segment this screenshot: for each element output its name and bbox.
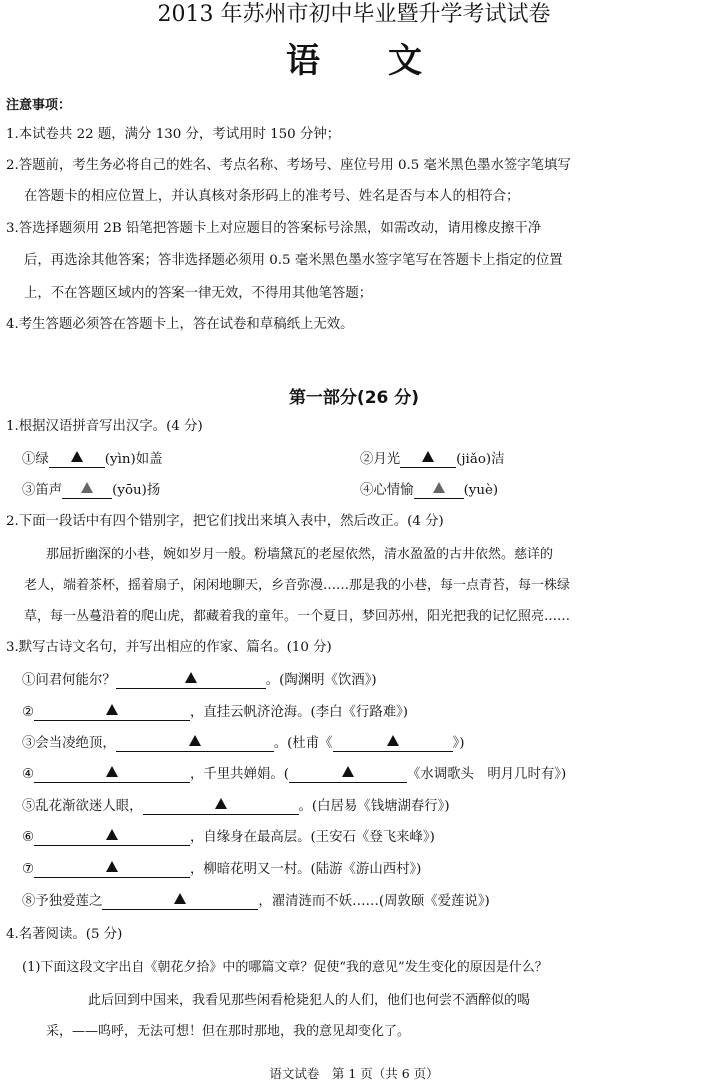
q3-item: ⑦ ，柳暗花明又一村。(陆游《游山西村》) (22, 862, 422, 877)
notice-line: 4.考生答题必须答在答题卡上，答在试卷和草稿纸上无效。 (6, 317, 354, 332)
triangle-marker-icon (106, 766, 118, 777)
question-4-sub1: (1)下面这段文字出自《朝花夕拾》中的哪篇文章？促使“我的意见”发生变化的原因是什么？ (22, 960, 548, 975)
exam-title: 2013 年苏州市初中毕业暨升学考试试卷 (157, 2, 551, 27)
q3-item: ⑧予独爱莲之 ，濯清涟而不妖……(周敦颐《爱莲说》) (22, 894, 490, 909)
triangle-marker-icon (174, 893, 186, 904)
notice-line: 3.答选择题须用 2B 铅笔把答题卡上对应题目的答案标号涂黑，如需改动，请用橡皮擦干净 (6, 221, 542, 236)
answer-blank[interactable] (62, 481, 112, 499)
answer-blank[interactable] (49, 450, 105, 468)
q1-item: ③笛声 (yōu)扬 (22, 483, 161, 498)
notice-line: 上，不在答题区域内的答案一律无效，不得用其他笔答题； (24, 286, 373, 301)
passage-line: 采，——呜呼，无法可想！但在那时那地，我的意见却变化了。 (46, 1024, 411, 1039)
triangle-marker-icon (106, 829, 118, 840)
passage-line: 草，每一丛蔓沿着的爬山虎，都藏着我的童年。一个夏日，梦回苏州，阳光把我的记忆照亮…… (24, 609, 571, 624)
notice-line: 1.本试卷共 22 题，满分 130 分，考试用时 150 分钟； (6, 127, 341, 142)
q3-item: ⑥ ，自缘身在最高层。(王安石《登飞来峰》) (22, 830, 435, 845)
question-1-prompt: 1.根据汉语拼音写出汉字。(4 分) (6, 419, 203, 434)
triangle-marker-icon (189, 735, 201, 746)
answer-blank[interactable] (102, 892, 258, 910)
answer-blank[interactable] (116, 734, 274, 752)
passage-line: 老人，端着茶杯，摇着扇子，闲闲地聊天，乡音弥漫……那是我的小巷，每一点青苔，每一株绿 (24, 578, 571, 593)
answer-blank[interactable] (143, 797, 299, 815)
passage-line: 那屈折幽深的小巷，婉如岁月一般。粉墙黛瓦的老屋依然，清水盈盈的古井依然。慈详的 (46, 547, 554, 562)
notice-line: 后，再选涂其他答案；答非选择题必须用 0.5 毫米黑色墨水签字笔写在答题卡上指定的位置 (24, 253, 563, 268)
q1-item: ④心情愉 (yuè) (360, 483, 499, 498)
q1-item: ①绿 (yìn)如盖 (22, 452, 163, 467)
q3-item: ④ ，千里共婵娟。( 《水调歌头 明月几时有》) (22, 767, 567, 782)
triangle-marker-icon (433, 482, 445, 493)
notice-line: 在答题卡的相应位置上，并认真核对条形码上的准考号、姓名是否与本人的相符合； (24, 189, 520, 204)
triangle-marker-icon (422, 451, 434, 462)
subject-heading (0, 40, 708, 82)
answer-blank[interactable] (34, 703, 190, 721)
question-2-prompt: 2.下面一段话中有四个错别字，把它们找出来填入表中，然后改正。(4 分) (6, 514, 444, 529)
answer-blank[interactable] (289, 765, 407, 783)
triangle-marker-icon (81, 482, 93, 493)
q3-item: ⑤乱花渐欲迷人眼， 。(白居易《钱塘湖春行》) (22, 799, 450, 814)
page-footer: 语文试卷 第 1 页（共 6 页） (269, 1066, 439, 1081)
triangle-marker-icon (106, 704, 118, 715)
subject-char: 语 (286, 41, 320, 81)
q3-item: ①问君何能尔？ 。(陶渊明《饮酒》) (22, 673, 377, 688)
answer-blank[interactable] (333, 734, 453, 752)
notice-heading: 注意事项： (6, 98, 72, 113)
subject-char: 文 (388, 41, 422, 81)
triangle-marker-icon (185, 672, 197, 683)
answer-blank[interactable] (400, 450, 456, 468)
passage-line: 此后回到中国来，我看见那些闲看枪毙犯人的人们，他们也何尝不酒醉似的喝 (88, 993, 531, 1008)
triangle-marker-icon (215, 798, 227, 809)
triangle-marker-icon (387, 735, 399, 746)
triangle-marker-icon (106, 861, 118, 872)
triangle-marker-icon (71, 451, 83, 462)
answer-blank[interactable] (34, 860, 190, 878)
answer-blank[interactable] (116, 671, 266, 689)
answer-blank[interactable] (34, 828, 190, 846)
notice-line: 2.答题前，考生务必将自己的姓名、考点名称、考场号、座位号用 0.5 毫米黑色墨水签字笔填写 (6, 158, 571, 173)
question-3-prompt: 3.默写古诗文名句，并写出相应的作家、篇名。(10 分) (6, 640, 332, 655)
answer-blank[interactable] (414, 481, 464, 499)
question-4-prompt: 4.名著阅读。(5 分) (6, 927, 123, 942)
triangle-marker-icon (342, 766, 354, 777)
answer-blank[interactable] (34, 765, 190, 783)
q3-item: ② ，直挂云帆济沧海。(李白《行路难》) (22, 705, 409, 720)
section-title: 第一部分(26 分) (288, 388, 420, 408)
q3-item: ③会当凌绝顶， 。(杜甫《 》) (22, 736, 465, 751)
q1-item: ②月光 (jiǎo)洁 (360, 452, 505, 467)
